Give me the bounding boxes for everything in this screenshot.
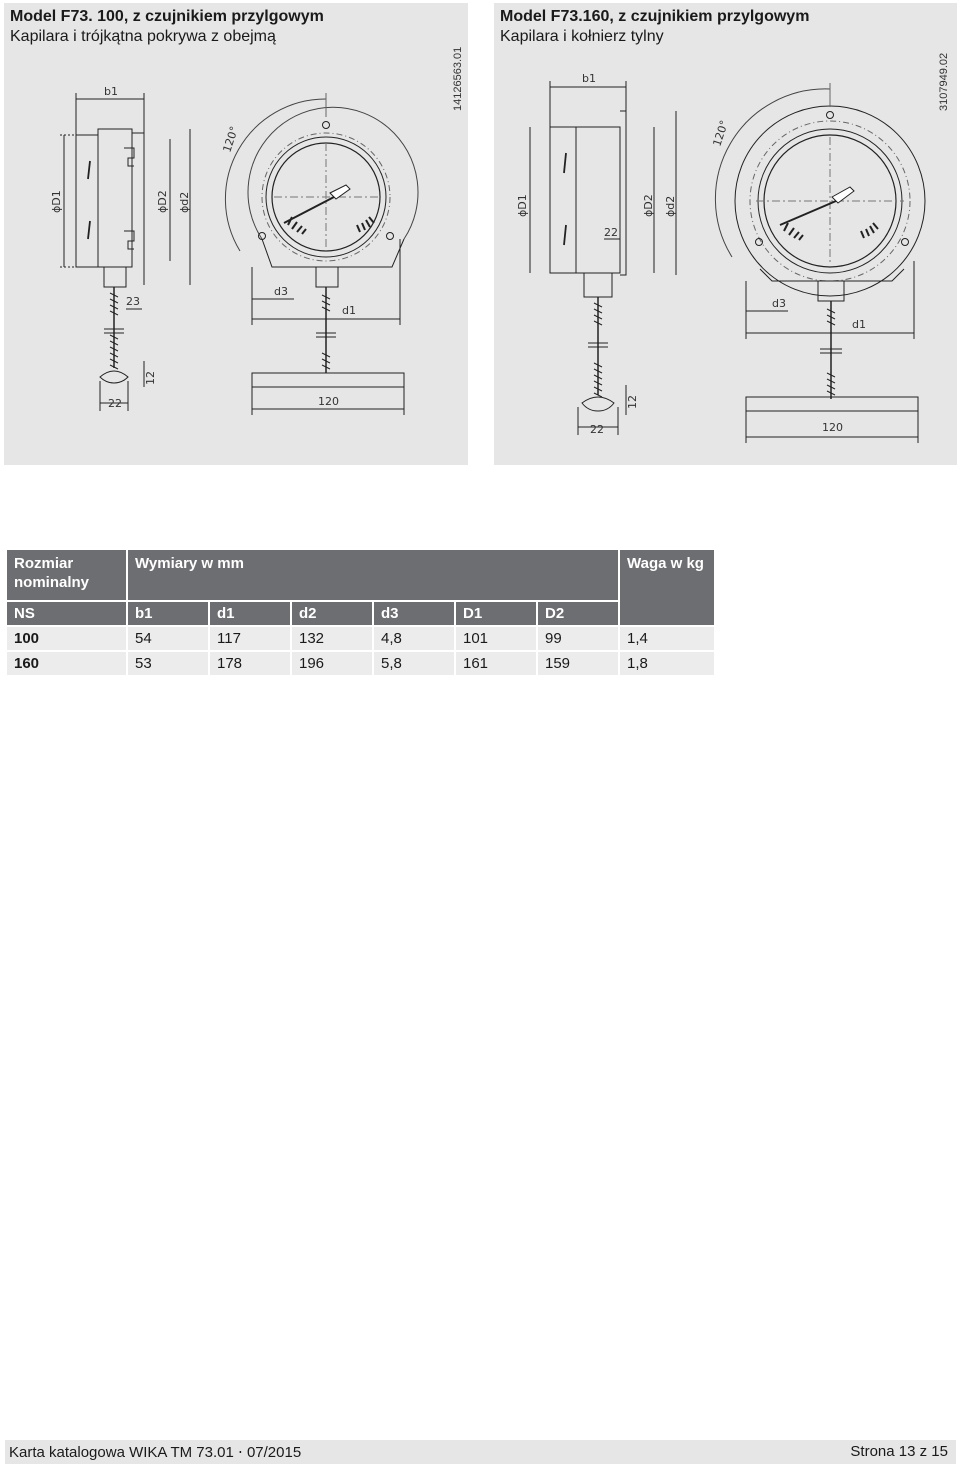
table-row — [7, 627, 714, 650]
cell: 53 — [128, 652, 208, 675]
label-d1-right: d1 — [852, 318, 866, 331]
page-footer — [5, 1440, 956, 1464]
label-d2-right: ϕd2 — [664, 195, 677, 217]
cell: 159 — [538, 652, 618, 675]
title-right: Model F73.160, z czujnikiem przylgowym — [500, 8, 810, 25]
label-D2-right: ϕD2 — [642, 194, 655, 217]
col-d3: d3 — [374, 602, 454, 625]
footer-page-number: Strona 13 z 15 — [850, 1443, 948, 1460]
header-weight: Waga w kg — [620, 550, 714, 625]
col-d1: d1 — [210, 602, 290, 625]
label-12-left: 12 — [144, 371, 157, 385]
subtitle-right: Kapilara i kołnierz tylny — [500, 28, 664, 45]
label-22a-right: 22 — [604, 226, 618, 239]
footer-document-info: Karta katalogowa WIKA TM 73.01 ⋅ 07/2015 — [9, 1444, 302, 1461]
label-d3-left: d3 — [274, 285, 288, 298]
cell: 100 — [7, 627, 126, 650]
label-22-right: 22 — [590, 423, 604, 436]
title-left: Model F73. 100, z czujnikiem przylgowym — [10, 8, 324, 25]
cell: 178 — [210, 652, 290, 675]
gauge-drawing-right — [494, 3, 957, 465]
cell: 101 — [456, 627, 536, 650]
dimensions-table — [5, 548, 716, 677]
cell: 4,8 — [374, 627, 454, 650]
label-d3-right: d3 — [772, 297, 786, 310]
label-D1-left: ϕD1 — [50, 190, 63, 213]
label-d1-left: d1 — [342, 304, 356, 317]
label-D1-right: ϕD1 — [516, 194, 529, 217]
drawing-code-right: 3107949.02 — [938, 52, 950, 111]
drawing-code-left: 14126563.01 — [452, 46, 464, 111]
label-b1-left: b1 — [104, 85, 118, 98]
cell: 161 — [456, 652, 536, 675]
cell: 1,8 — [620, 652, 714, 675]
cell: 196 — [292, 652, 372, 675]
drawing-panel-left — [4, 3, 468, 465]
header-dimensions: Wymiary w mm — [128, 550, 618, 600]
label-d2-left: ϕd2 — [178, 191, 191, 213]
gauge-drawing-left — [4, 3, 468, 465]
drawing-panel-right — [494, 3, 957, 465]
label-12-right: 12 — [626, 395, 639, 409]
label-b1-right: b1 — [582, 72, 596, 85]
col-b1: b1 — [128, 602, 208, 625]
table-row — [7, 652, 714, 675]
label-22-left: 22 — [108, 397, 122, 410]
header-size: Rozmiar nominalny — [7, 550, 126, 600]
subtitle-left: Kapilara i trójkątna pokrywa z obejmą — [10, 28, 276, 45]
col-D2: D2 — [538, 602, 618, 625]
label-D2-left: ϕD2 — [156, 190, 169, 213]
cell: 5,8 — [374, 652, 454, 675]
cell: 117 — [210, 627, 290, 650]
cell: 132 — [292, 627, 372, 650]
cell: 54 — [128, 627, 208, 650]
label-120-left: 120 — [318, 395, 339, 408]
col-d2: d2 — [292, 602, 372, 625]
cell: 1,4 — [620, 627, 714, 650]
label-angle-right: 120° — [710, 118, 732, 148]
label-angle-left: 120° — [220, 124, 242, 154]
col-ns: NS — [7, 602, 126, 625]
cell: 99 — [538, 627, 618, 650]
label-23-left: 23 — [126, 295, 140, 308]
cell: 160 — [7, 652, 126, 675]
col-D1: D1 — [456, 602, 536, 625]
label-120-right: 120 — [822, 421, 843, 434]
